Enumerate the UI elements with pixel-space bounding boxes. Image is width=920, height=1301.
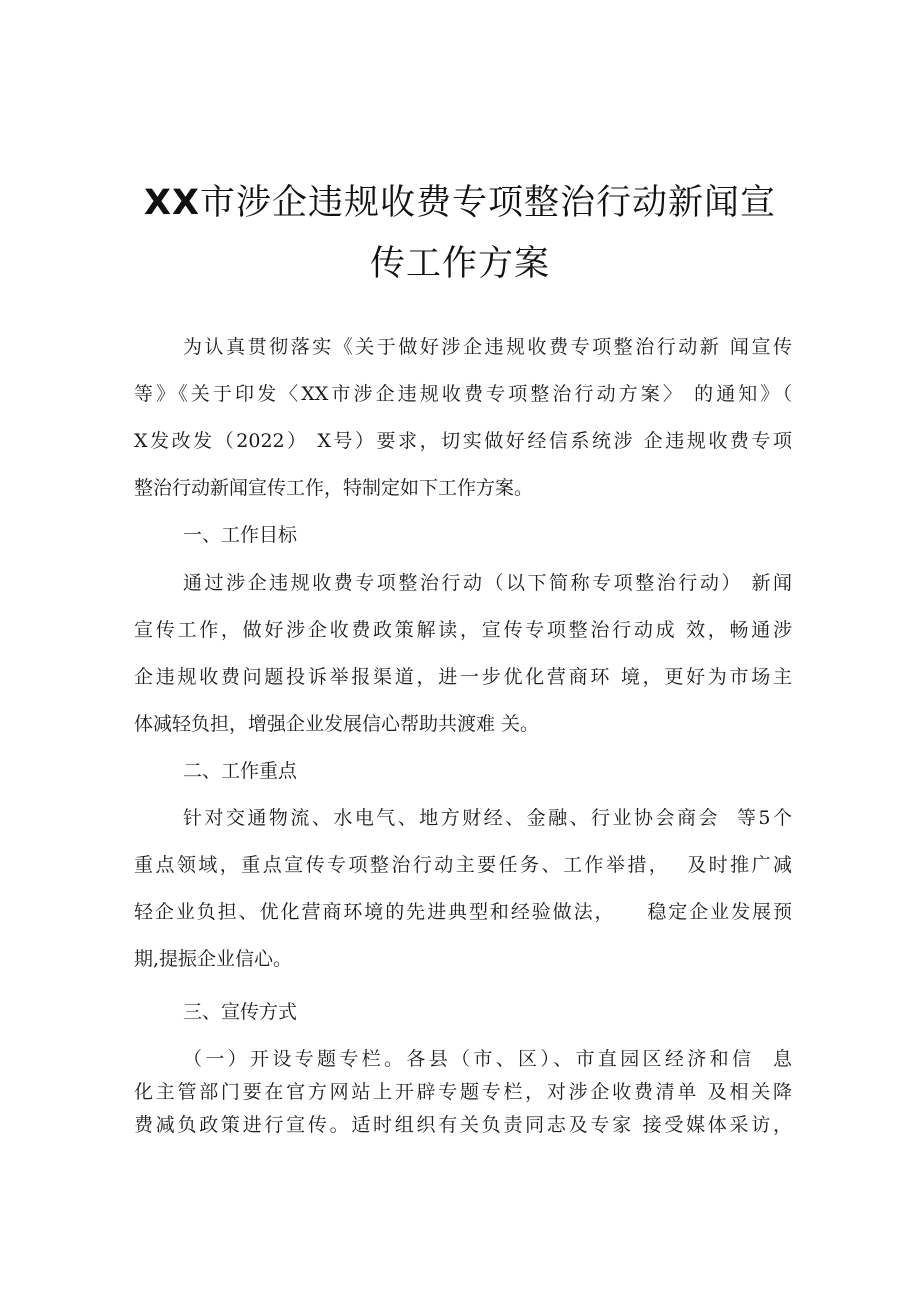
section-heading: 一、工作目标: [183, 524, 298, 546]
paragraph-line: 体减轻负担，增强企业发展信心帮助共渡难 关。: [134, 713, 540, 735]
section-heading: 三、宣传方式: [183, 1001, 298, 1023]
title-rest: 市涉企违规收费专项整治行动新闻宣: [199, 183, 776, 223]
paragraph-line: 针对交通物流、水电气、地方财经、金融、行业协会商会 等5个: [183, 807, 792, 829]
paragraph-line: 企违规收费问题投诉举报渠道，进一步优化营商环 境，更好为市场主: [134, 666, 792, 688]
document-title-line-2: 传工作方案: [369, 244, 550, 284]
paragraph-line: 费减负政策进行宣传。适时组织有关负责同志及专家 接受媒体采访，: [134, 1114, 792, 1136]
paragraph-line: （一）开设专题专栏。各县（市、区）、市直园区经济和信 息: [183, 1048, 792, 1070]
paragraph-line: 宣传工作，做好涉企收费政策解读，宣传专项整治行动成 效，畅通涉: [134, 619, 792, 641]
paragraph-line: 整治行动新闻宣传工作，特制定如下工作方案。: [134, 477, 534, 499]
paragraph-line: 轻企业负担、优化营商环境的先进典型和经验做法， 稳定企业发展预: [134, 901, 792, 923]
paragraph-line: 通过涉企违规收费专项整治行动（以下简称专项整治行动） 新闻: [183, 572, 792, 594]
paragraph-line: 化主管部门要在官方网站上开辟专题专栏，对涉企收费清单 及相关降: [134, 1081, 792, 1103]
paragraph-line: 重点领域，重点宣传专项整治行动主要任务、工作举措， 及时推广减: [134, 854, 792, 876]
paragraph-line: 为认真贯彻落实《关于做好涉企违规收费专项整治行动新 闻宣传: [183, 336, 792, 358]
title-prefix: XX: [144, 183, 200, 223]
document-title-line-1: [120, 175, 800, 225]
paragraph-line: 等》《关于印发〈XX市涉企违规收费专项整治行动方案〉 的通知》（: [134, 383, 792, 405]
paragraph-line: 期,提振企业信心。: [134, 948, 293, 970]
section-heading: 二、工作重点: [183, 760, 298, 782]
paragraph-line: X发改发（2022） X号）要求，切实做好经信系统涉 企违规收费专项: [134, 430, 792, 452]
